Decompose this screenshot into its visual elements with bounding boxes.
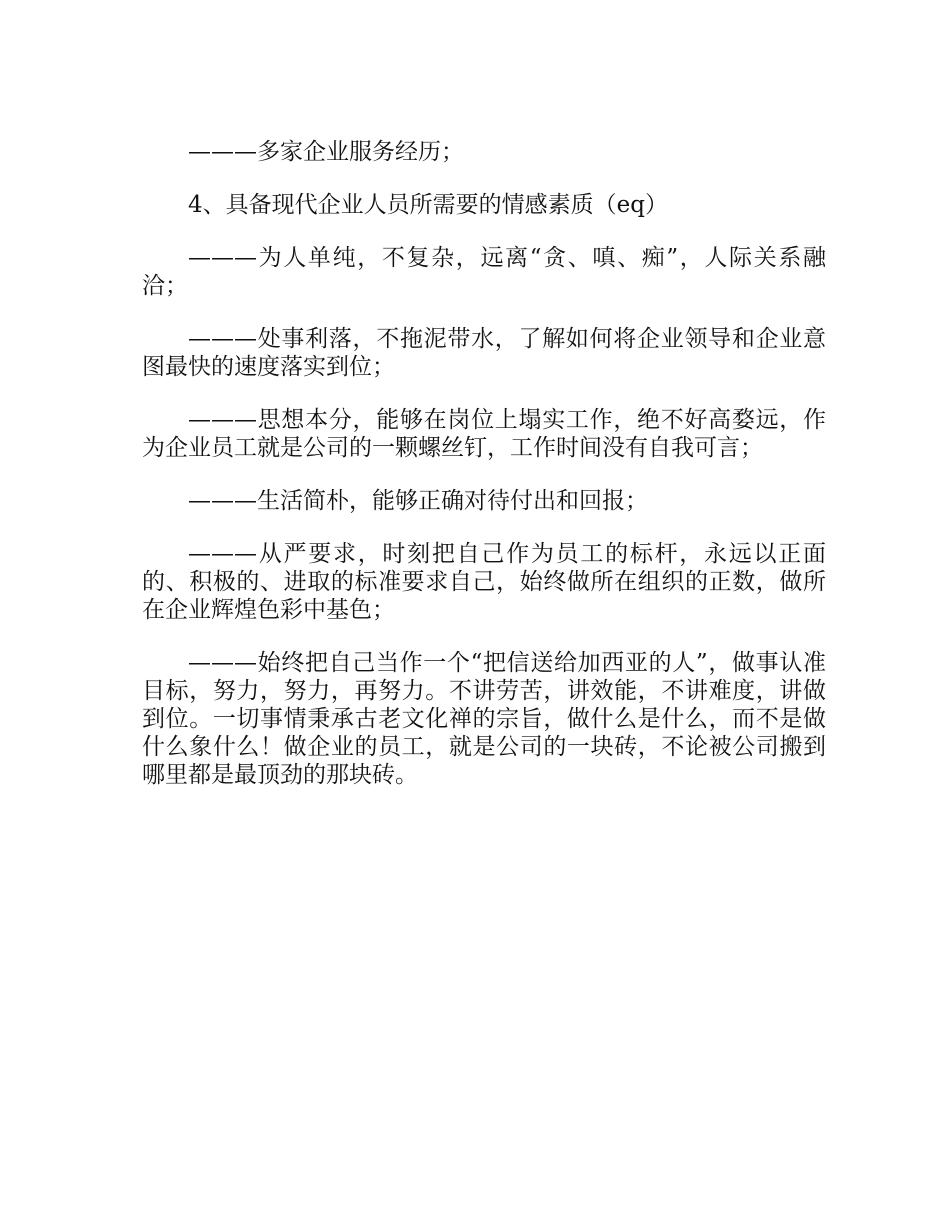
paragraph-strict-standards: ———从严要求，时刻把自己作为员工的标杆，永远以正面的、积极的、进取的标准要求自己，始终做所在组织的正数，做所在企业辉煌色彩中基色； [142, 541, 826, 623]
paragraph-simple-life: ———生活简朴，能够正确对待付出和回报； [188, 488, 648, 514]
paragraph-efficient-work: ———处事利落，不拖泥带水，了解如何将企业领导和企业意图最快的速度落实到位； [142, 326, 826, 380]
paragraph-simple-person: ———为人单纯，不复杂，远离“贪、嗔、痴”，人际关系融洽； [142, 245, 826, 299]
paragraph-eq-heading: 4、具备现代企业人员所需要的情感素质（eq） [188, 192, 668, 218]
document-body [142, 138, 826, 814]
paragraph-service-experience: ———多家企业服务经历； [188, 139, 464, 165]
paragraph-dutiful-work: ———思想本分，能够在岗位上塌实工作，绝不好高婺远，作为企业员工就是公司的一颗螺丝钉，工作时间没有自我可言； [142, 407, 826, 461]
paragraph-garcia-message: ———始终把自己当作一个“把信送给加西亚的人”，做事认准目标，努力，努力，再努力。不讲劳苦，讲效能，不讲难度，讲做到位。一切事情秉承古老文化禅的宗旨，做什么是什么，而不是做什么象什么！做企业的员工，就是公司的一块砖，不论被公司搬到哪里都是最顶劲的那块砖。 [142, 650, 826, 788]
